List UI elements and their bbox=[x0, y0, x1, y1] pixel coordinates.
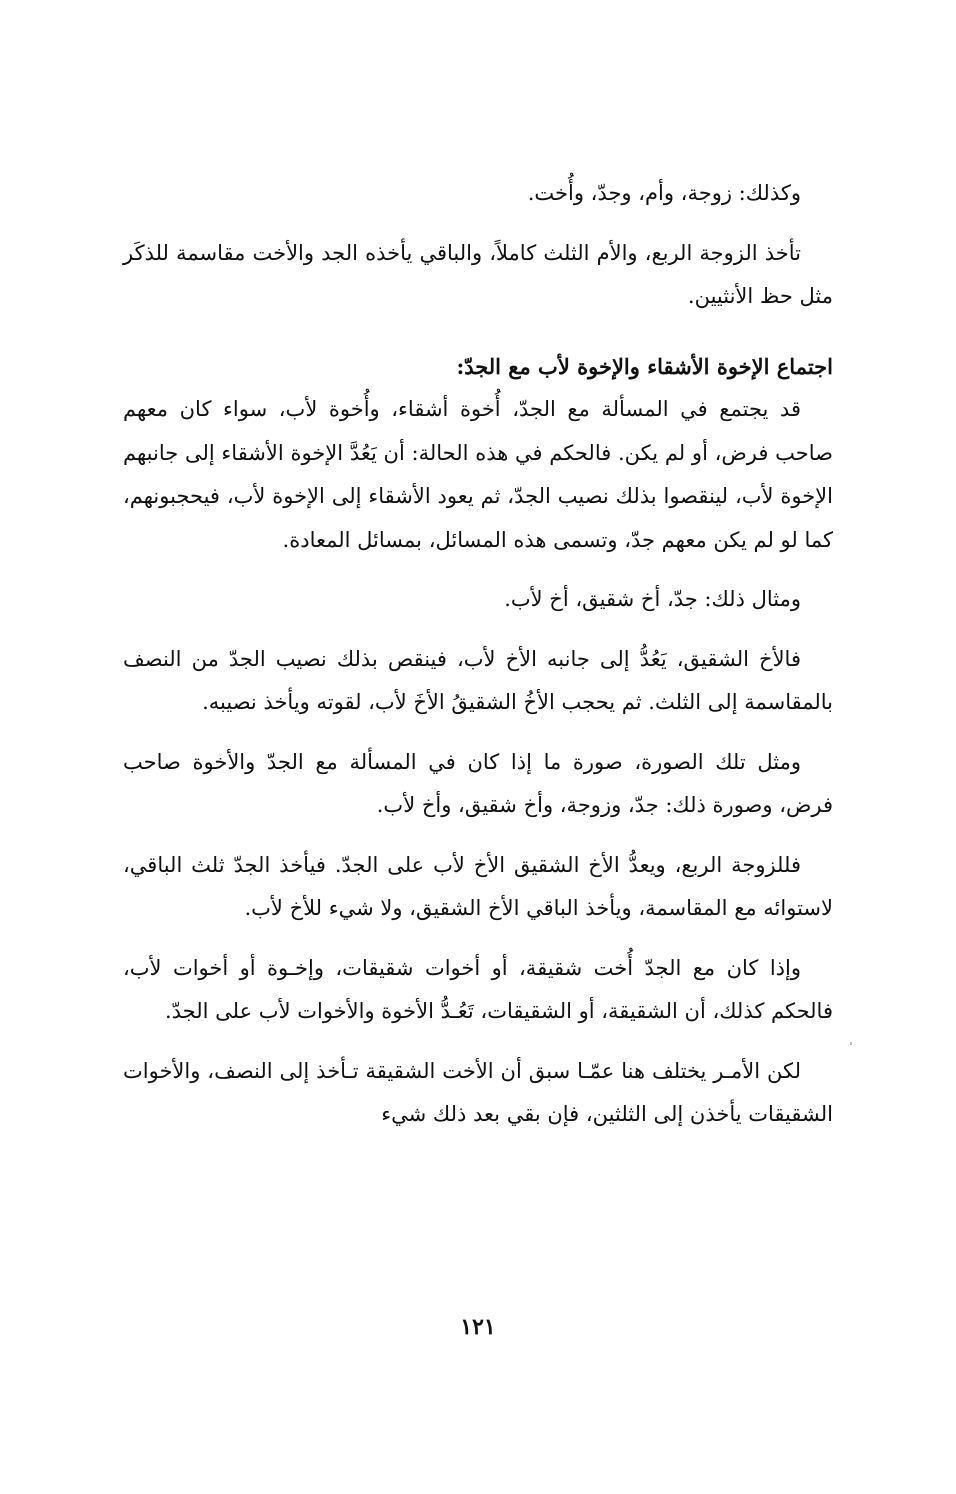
page-number: ١٢١ bbox=[460, 1314, 496, 1340]
paragraph-example-1-explanation: فالأخ الشقيق، يَعُدُّ إلى جانبه الأخ لأب، فينقص بذلك نصيب الجدّ من النصف بالمقاسمة إلى الثلث. ثم يحجب الأخُ الشقيقُ الأخَ لأب، لقوته ويأخذ نصيبه. bbox=[123, 646, 833, 714]
paragraph-sisters-rule: وإذا كان مع الجدّ أُخت شقيقة، أو أخوات شقيقات، وإخـوة أو أخوات لأب، فالحكم كذلك، أن الشقيقة، أو الشقيقات، تَعُـدُّ الأخوة والأخوات لأب على الجدّ. bbox=[123, 955, 833, 1023]
scan-speck bbox=[850, 1042, 852, 1045]
paragraph-example-2-explanation: فللزوجة الربع، ويعدُّ الأخ الشقيق الأخ لأب على الجدّ. فيأخذ الجدّ ثلث الباقي، لاستوائه مع المقاسمة، ويأخذ الباقي الأخ الشقيق، ولا شيء للأخ لأب. bbox=[123, 852, 833, 920]
paragraph-example-heirs: وكذلك: زوجة، وأم، وجدّ، وأُخت. bbox=[527, 181, 801, 205]
page-body bbox=[123, 172, 833, 1153]
paragraph-example-1: ومثال ذلك: جدّ، أخ شقيق، أخ لأب. bbox=[504, 587, 801, 611]
paragraph-example-shares: تأخذ الزوجة الربع، والأم الثلث كاملاً، والباقي يأخذه الجد والأخت مقاسمة للذكَر مثل حظ الأنثيين. bbox=[123, 240, 833, 308]
section-heading: اجتماع الإخوة الأشقاء والإخوة لأب مع الجدّ: bbox=[456, 353, 833, 379]
paragraph-sisters-difference: لكن الأمـر يختلف هنا عمّـا سبق أن الأخت الشقيقة تـأخذ إلى النصف، والأخوات الشقيقات يأخذن إلى الثلثين، فإن بقي بعد ذلك شيء bbox=[123, 1058, 833, 1126]
paragraph-mu-adda-rule: قد يجتمع في المسألة مع الجدّ، أُخوة أشقاء، وأُخوة لأب، سواء كان معهم صاحب فرض، أو لم يكن. فالحكم في هذه الحالة: أن يَعُدَّ الإخوة الأشقاء إلى جانبهم الإخوة لأب، لينقصوا بذلك نصيب الجدّ، ثم يعود الأشقاء إلى الإخوة لأب، فيحجبونهم، كما لو لم يكن معهم جدّ، وتسمى هذه المسائل، بمسائل المعادة. bbox=[123, 397, 833, 552]
paragraph-example-2: ومثل تلك الصورة، صورة ما إذا كان في المسألة مع الجدّ والأخوة صاحب فرض، وصورة ذلك: جدّ، وزوجة، وأخ شقيق، وأخ لأب. bbox=[123, 749, 833, 817]
